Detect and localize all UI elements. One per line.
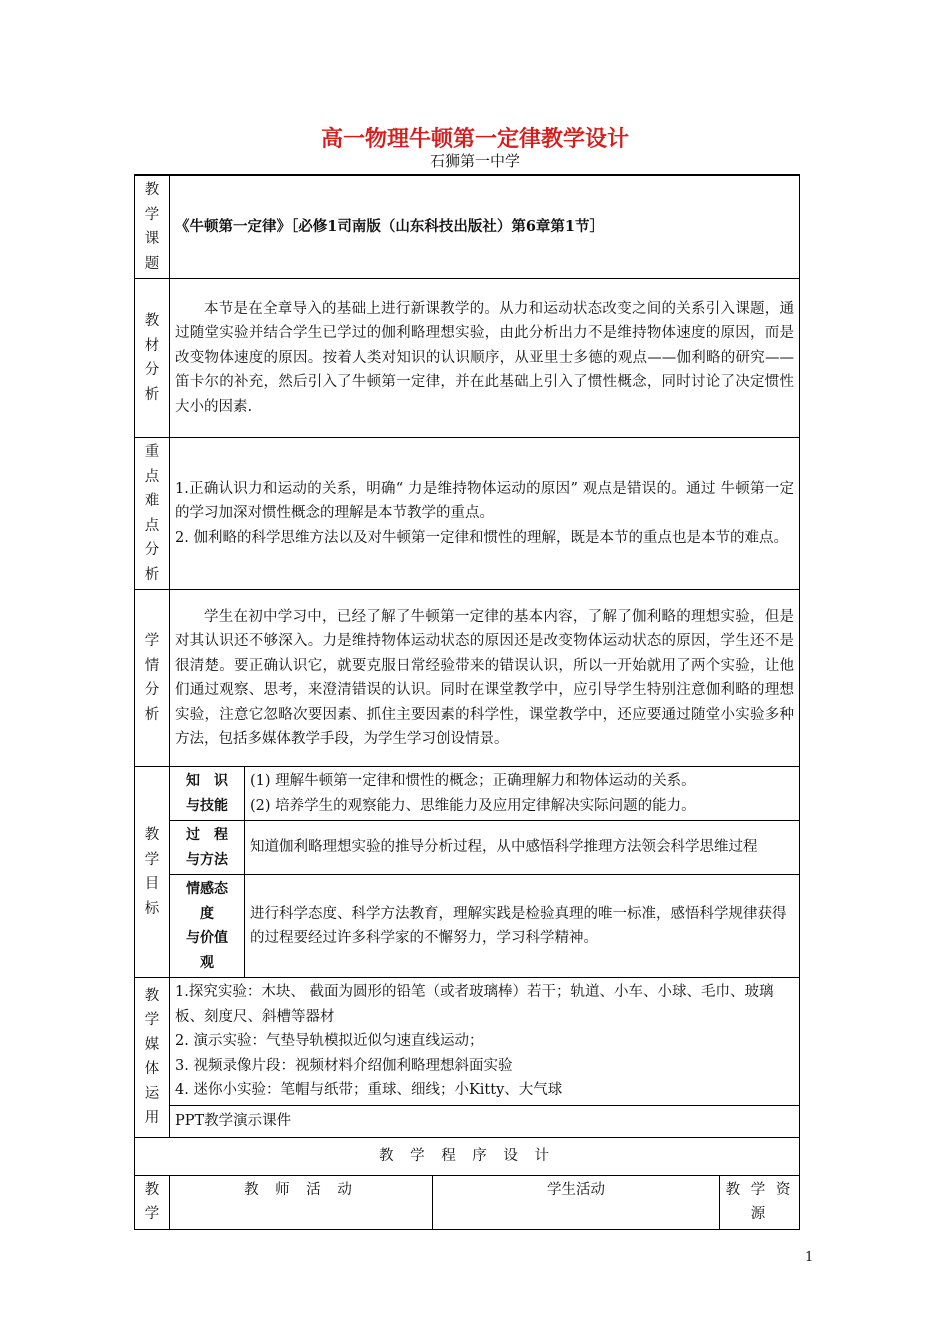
knowledge-item: (2) 培养学生的观察能力、思维能力及应用定律解决实际问题的能力。: [250, 797, 696, 814]
procedure-col-resource: 教 学 资 源: [720, 1175, 800, 1229]
knowledge-label: 知 识 与技能: [170, 767, 245, 821]
emotion-label: 情感态 度 与价值 观: [170, 875, 245, 978]
student-analysis-text: 学生在初中学习中，已经了解了牛顿第一定律的基本内容，了解了伽利略的理想实验，但是对其认识还不够深入。力是维持物体运动状态的原因还是改变物体运动状态的原因，学生还不是很清楚。要正确认识它，就要克服日常经验带来的错误认识，所以一开始就用了两个实验，让他们通过观察、思考，来澄清错误的认识。同时在课堂教学中，应引导学生特别注意伽利略的理想实验，注意它忽略次要因素、抓住主要因素的科学性，课堂教学中，还应要通过随堂小实验多种方法，包括多媒体教学手段，为学生学习创设情景。: [170, 590, 800, 767]
procedure-header-row: [135, 1175, 800, 1229]
process-label: 过 程 与方法: [170, 821, 245, 875]
key-points-label: 重点难点分析: [135, 438, 170, 590]
objective-emotion-row: [135, 875, 800, 978]
materials-analysis-text: 本节是在全章导入的基础上进行新课教学的。从力和运动状态改变之间的关系引入课题，通过随堂实验并结合学生已学过的伽利略理想实验，由此分析出力不是维持物体速度的原因，而是改变物体速度的原因。按着人类对知识的认识顺序，从亚里士多德的观点——伽利略的研究——笛卡尔的补充，然后引入了牛顿第一定律，并在此基础上引入了惯性概念，同时讨论了决定惯性大小的因素.: [170, 279, 800, 438]
knowledge-item: (1) 理解牛顿第一定律和惯性的概念；正确理解力和物体运动的关系。: [250, 773, 696, 789]
process-text: 知道伽利略理想实验的推导分析过程，从中感悟科学推理方法领会科学思维过程: [245, 821, 800, 875]
key-point-item: 2. 伽利略的科学思维方法以及对牛顿第一定律和惯性的理解，既是本节的重点也是本节的难点。: [175, 529, 788, 546]
procedure-col-teaching: 教学: [135, 1175, 170, 1229]
emotion-text: 进行科学态度、科学方法教育，理解实践是检验真理的唯一标准，感悟科学规律获得的过程要经过许多科学家的不懈努力，学习科学精神。: [245, 875, 800, 978]
materials-analysis-row: [135, 279, 800, 438]
media-item: 1.探究实验：木块、 截面为圆形的铅笔（或者玻璃棒）若干；轨道、小车、小球、毛巾、玻璃板、刻度尺、斜槽等器材: [175, 984, 774, 1025]
media-item: 4. 迷你小实验：笔帽与纸带；重球、细线；小Kitty、大气球: [175, 1082, 563, 1098]
procedure-col-teacher: 教 师 活 动: [170, 1175, 433, 1229]
procedure-col-student: 学生活动: [433, 1175, 720, 1229]
objective-knowledge-row: [135, 767, 800, 821]
key-points-text: [170, 438, 800, 590]
media-list: [170, 978, 800, 1106]
materials-analysis-label: 教材分析: [135, 279, 170, 438]
knowledge-text: [245, 767, 800, 821]
objective-process-row: [135, 821, 800, 875]
media-ppt-row: [135, 1105, 800, 1137]
course-label: 教学课题: [135, 175, 170, 279]
course-text: 《牛顿第一定律》［必修1司南版（山东科技出版社）第6章第1节］: [170, 175, 800, 279]
media-label: 教学媒体运用: [135, 978, 170, 1138]
course-row: [135, 175, 800, 279]
key-points-row: [135, 438, 800, 590]
media-item: 3. 视频录像片段：视频材料介绍伽利略理想斜面实验: [175, 1057, 513, 1074]
school-name: 石狮第一中学: [429, 152, 520, 170]
media-row: [135, 978, 800, 1106]
media-item: 2. 演示实验：气垫导轨模拟近似匀速直线运动；: [175, 1033, 484, 1049]
page-number: 1: [805, 1250, 814, 1265]
media-ppt: PPT教学演示课件: [170, 1105, 800, 1137]
objectives-label: 教学目标: [135, 767, 170, 978]
document-title: 高一物理牛顿第一定律教学设计: [320, 127, 629, 152]
lesson-plan-table: [134, 174, 800, 1230]
student-analysis-row: [135, 590, 800, 767]
procedure-heading-row: [135, 1137, 800, 1175]
procedure-heading: 教 学 程 序 设 计: [135, 1137, 800, 1175]
key-point-item: 1.正确认识力和运动的关系，明确“ 力是维持物体运动的原因” 观点是错误的。通过 牛顿第一定的学习加深对惯性概念的理解是本节教学的重点。: [175, 480, 795, 522]
student-analysis-label: 学情分析: [135, 590, 170, 767]
